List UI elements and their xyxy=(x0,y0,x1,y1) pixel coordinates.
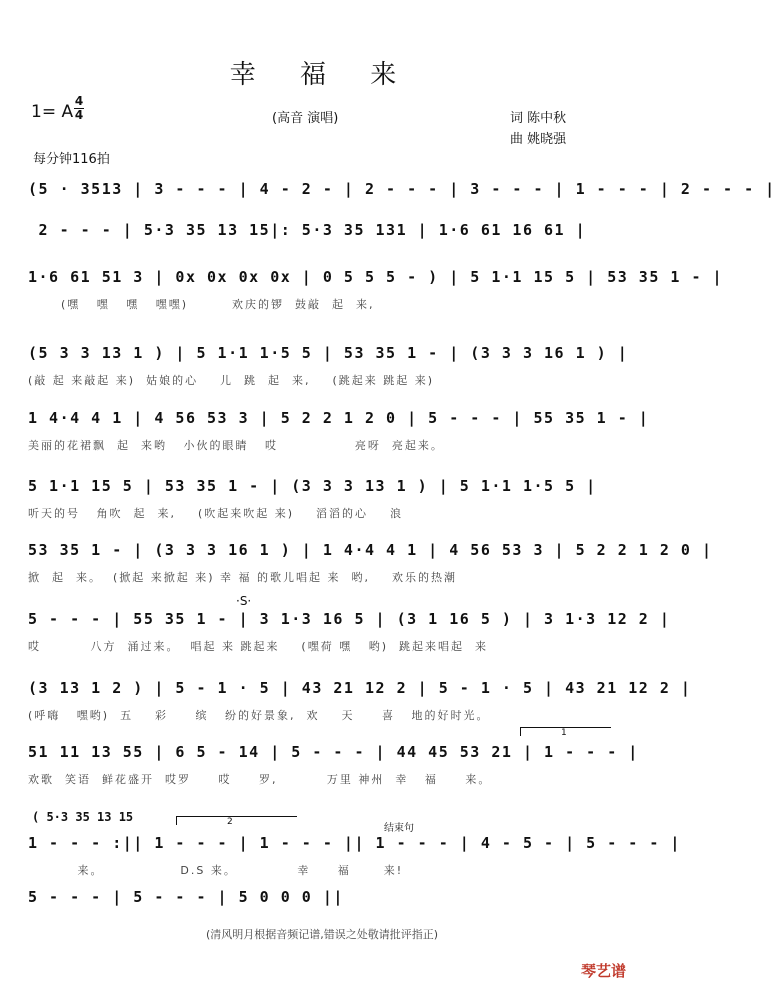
score-row-6 xyxy=(28,477,618,539)
notes-line: (3 13 1 2 ) | 5 - 1 · 5 | 43 21 12 2 | 5 - 1 · 5 | 43 21 12 2 | xyxy=(28,679,692,697)
notes-line: 1·6 61 51 3 | 0x 0x 0x 0x | 0 5 5 5 - ) | 5 1·1 15 5 | 53 35 1 - | xyxy=(28,268,724,286)
score-row-3 xyxy=(28,268,724,330)
performance-note: (高音 演唱) xyxy=(272,111,339,126)
notes-line: (5 · 3513 | 3 - - - | 4 - 2 - | 2 - - - | 3 - - - | 1 - - - | 2 - - - | xyxy=(28,180,776,198)
volta-2-bracket xyxy=(176,816,297,825)
volta-2-label: 2 xyxy=(227,817,233,827)
notes-line: 1 - - - :|| 1 - - - | 1 - - - || 1 - - - | 4 - 5 - | 5 - - - | xyxy=(28,834,681,852)
lyric-line: 掀 起 来。 (掀起 来掀起 来) 幸 福 的歌儿唱起 来 哟, 欢乐的热潮 xyxy=(28,571,458,584)
lyric-line: 哎 八方 涌过来。 唱起 来 跳起来 (嘿荷 嘿 哟) 跳起来唱起 来 xyxy=(28,640,488,653)
volta-1-bracket xyxy=(520,727,611,736)
score-row-8 xyxy=(28,610,671,672)
notes-line: 5 1·1 15 5 | 53 35 1 - | (3 3 3 13 1 ) | 5 1·1 1·5 5 | xyxy=(28,477,597,495)
ending-label: 结束句 xyxy=(384,823,414,834)
time-sig-denominator: 4 xyxy=(74,108,84,122)
notes-line: 5 - - - | 5 - - - | 5 0 0 0 || xyxy=(28,888,344,906)
score-row-7 xyxy=(28,541,713,603)
lyric-line: (呼嗨 嘿哟) 五 彩 缤 纷的好景象, 欢 天 喜 地的好时光。 xyxy=(28,709,490,722)
notes-line: 5 - - - | 55 35 1 - | 3 1·3 16 5 | (3 1 16 5 ) | 3 1·3 12 2 | xyxy=(28,610,671,628)
site-logo: 琴艺谱 xyxy=(580,962,626,980)
lyric-line: (敲 起 来敲起 来) 姑娘的心 儿 跳 起 来, (跳起来 跳起 来) xyxy=(28,374,435,387)
score-row-10 xyxy=(28,743,639,805)
lyricist: 词 陈中秋 xyxy=(510,111,567,126)
score-row-4 xyxy=(28,344,629,406)
volta-1-label: 1 xyxy=(561,728,567,738)
lyric-line: 美丽的花裙飘 起 来哟 小伙的眼睛 哎 亮呀 亮起来。 xyxy=(28,439,444,452)
tempo-marking: 每分钟116拍 xyxy=(33,152,110,167)
notes-line: 2 - - - | 5·3 35 13 15|: 5·3 35 131 | 1·6 61 16 61 | xyxy=(28,221,587,239)
lyric-line: 来。 D.S 来。 幸 福 来! xyxy=(28,864,404,877)
notes-line: 53 35 1 - | (3 3 3 16 1 ) | 1 4·4 4 1 | 4 56 53 3 | 5 2 2 1 2 0 | xyxy=(28,541,713,559)
score-row-11 xyxy=(28,834,681,896)
lyric-line: 听天的号 角吹 起 来, (吹起来吹起 来) 滔滔的心 浪 xyxy=(28,507,404,520)
time-signature xyxy=(74,96,84,121)
transcriber-footnote: (清风明月根据音频记谱,错误之处敬请批评指正) xyxy=(205,928,439,941)
lyric-line: (嘿 嘿 嘿 嘿嘿) 欢庆的锣 鼓敲 起 来, xyxy=(28,298,375,311)
song-title: 幸 福 来 xyxy=(229,60,415,90)
key-signature: 1= A xyxy=(31,102,74,122)
score-row-5 xyxy=(28,409,650,471)
time-sig-numerator: 4 xyxy=(74,94,84,108)
lyric-line: 欢歌 笑语 鲜花盛开 哎罗 哎 罗, 万里 神州 幸 福 来。 xyxy=(28,773,492,786)
notes-line: 51 11 13 55 | 6 5 - 14 | 5 - - - | 44 45 53 21 | 1 - - - | xyxy=(28,743,639,761)
notes-line: 1 4·4 4 1 | 4 56 53 3 | 5 2 2 1 2 0 | 5 - - - | 55 35 1 - | xyxy=(28,409,650,427)
notes-line: (5 3 3 13 1 ) | 5 1·1 1·5 5 | 53 35 1 - | (3 3 3 16 1 ) | xyxy=(28,344,629,362)
composer: 曲 姚晓强 xyxy=(510,132,567,147)
intro-reprise: ( 5·3 35 13 15 xyxy=(32,810,134,824)
segno-sign: ·S· xyxy=(236,594,252,608)
